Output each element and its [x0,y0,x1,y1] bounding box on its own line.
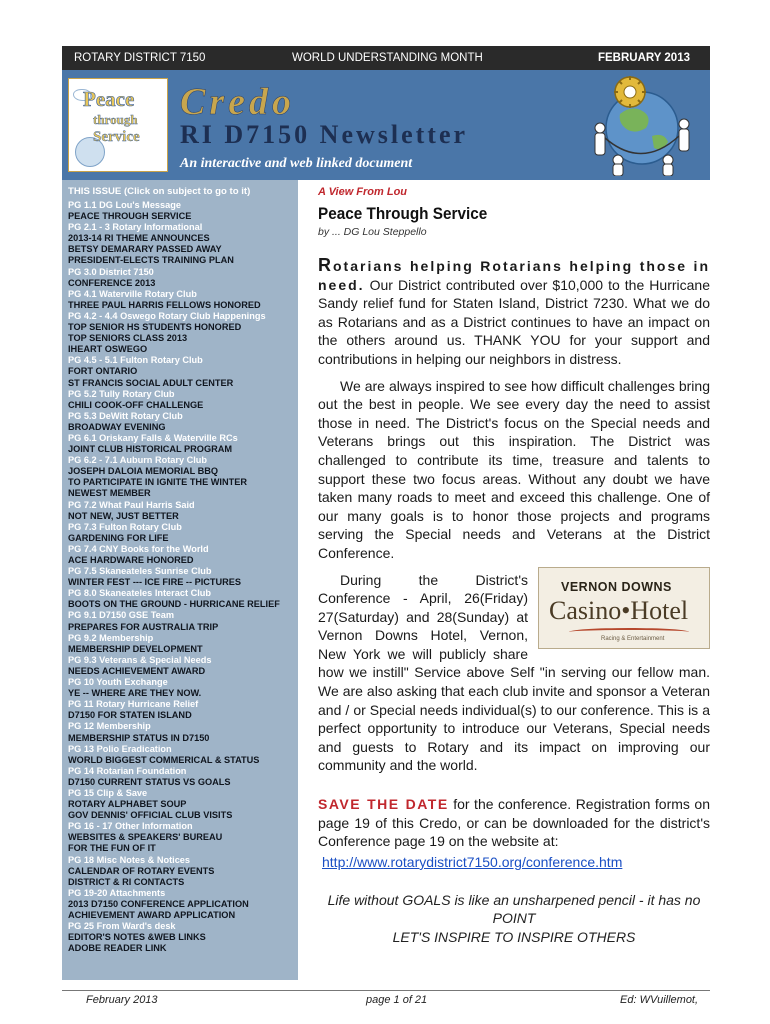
newsletter-subtitle: RI D7150 Newsletter [180,120,469,149]
toc-topic: MEMBERSHIP DEVELOPMENT [68,643,203,654]
paragraph-2: We are always inspired to see how difficult challenges bring out the best in people. We see every day the need to assist those in need. The District's focus on the Special needs and Veterans brings out this inspiration. The District was challenged to contribute its time, treasure and talents to support these two focus areas. Without any doubt we have taken many roads to meet and exceed this challenge. One of our many goals is to honor those projects and programs serving the Special needs and Veterans at the District Conference. [318,377,710,561]
toc-topic: JOINT CLUB HISTORICAL PROGRAM [68,444,233,455]
toc-topic: NEEDS ACHIEVEMENT AWARD [68,665,206,676]
toc-topic: WORLD BIGGEST COMMERICAL & STATUS [68,754,260,765]
toc-topic: GARDENING FOR LIFE [68,532,169,543]
toc-heading: THIS ISSUE (Click on subject to go to it) [68,186,251,197]
masthead [62,70,710,180]
toc-topic: THREE PAUL HARRIS FELLOWS HONORED [68,299,261,310]
toc-list [68,200,298,954]
toc-page-link[interactable]: PG 14 Rotarian Foundation [68,765,187,776]
toc-page-link[interactable]: PG 4.1 Waterville Rotary Club [68,288,197,299]
toc-topic: BETSY DEMARARY PASSED AWAY [68,244,222,255]
toc-topic: CHILI COOK-OFF CHALLENGE [68,399,204,410]
toc-page-link[interactable]: PG 3.0 District 7150 [68,266,154,277]
toc-topic: CALENDAR OF ROTARY EVENTS [68,865,215,876]
toc-topic: FORT ONTARIO [68,366,138,377]
top-bar [62,46,710,70]
toc-page-link[interactable]: PG 7.3 Fulton Rotary Club [68,521,182,532]
toc-topic: BOOTS ON THE GROUND - HURRICANE RELIEF [68,599,280,610]
district-label: ROTARY DISTRICT 7150 [74,52,206,64]
toc-topic: ST FRANCIS SOCIAL ADULT CENTER [68,377,234,388]
article [318,186,710,945]
toc-page-link[interactable]: PG 1.1 DG Lou's Message [68,200,181,210]
article-kicker: A View From Lou [318,186,408,198]
toc-page-link[interactable]: PG 18 Misc Notes & Notices [68,854,191,865]
month-theme-label: WORLD UNDERSTANDING MONTH [292,52,483,64]
toc-page-link[interactable]: PG 19-20 Attachments [68,887,166,898]
toc-topic: ACE HARDWARE HONORED [68,555,194,565]
paragraph-1-rest: Our District contributed over $10,000 to the Hurricane Sandy relief fund for Staten Island, District 7230. What we do as Rotarians and as a District continues to have an impact on the others around us. THANK YOU for your support and contributions in helping our neighbors in distress. [318,276,710,367]
footer-page-number: page 1 of 21 [366,994,428,1006]
footer-divider [62,990,710,991]
lead-in-capital: R [318,255,333,275]
paragraph-1 [318,256,710,369]
toc-topic: TO PARTICIPATE IN IGNITE THE WINTER [68,477,247,488]
toc-topic: ROTARY ALPHABET SOUP [68,799,187,810]
toc-page-link[interactable]: PG 11 Rotary Hurricane Relief [68,699,199,710]
toc-page-link[interactable]: PG 13 Polio Eradication [68,743,172,754]
toc-topic: TOP SENIOR HS STUDENTS HONORED [68,322,242,333]
closing-motto: LET'S INSPIRE TO INSPIRE OTHERS [392,929,636,946]
casino-logo-line-2: Casino•Hotel [549,595,689,625]
toc-page-link[interactable]: PG 6.1 Oriskany Falls & Waterville RCs [68,432,238,443]
toc-page-link[interactable]: PG 4.2 - 4.4 Oswego Rotary Club Happenings [68,310,266,321]
toc-topic: JOSEPH DALOIA MEMORIAL BBQ [68,466,219,477]
footer-date: February 2013 [86,994,158,1006]
toc-page-link[interactable]: PG 10 Youth Exchange [68,677,168,688]
issue-date-label: FEBRUARY 2013 [597,52,690,64]
conference-link[interactable]: http://www.rotarydistrict7150.org/conference.htm [322,853,623,870]
toc-topic: BROADWAY EVENING [68,421,166,432]
toc-page-link[interactable]: PG 4.5 - 5.1 Fulton Rotary Club [68,355,203,366]
toc-topic: MEMBERSHIP STATUS IN D7150 [68,732,210,743]
toc-topic: PRESIDENT-ELECTS TRAINING PLAN [68,255,234,266]
toc-topic: D7150 FOR STATEN ISLAND [68,710,192,721]
toc-page-link[interactable]: PG 9.3 Veterans & Special Needs [68,654,212,665]
toc-topic: ADOBE READER LINK [68,943,167,954]
footer-editor: Ed: WVuillemot, [620,994,699,1006]
toc-page-link[interactable]: PG 8.0 Skaneateles Interact Club [68,588,211,599]
rotary-world-illustration-icon [572,74,702,176]
toc-page-link[interactable]: PG 7.5 Skaneateles Sunrise Club [68,566,212,577]
toc-page-link[interactable]: PG 7.2 What Paul Harris Said [68,499,195,510]
toc-topic: 2013 D7150 CONFERENCE APPLICATION [68,898,249,909]
toc-topic: FOR THE FUN OF IT [68,843,156,854]
toc-page-link[interactable]: PG 9.2 Membership [68,632,154,643]
toc-topic: TOP SENIORS CLASS 2013 [68,333,188,344]
toc-topic: CONFERENCE 2013 [68,277,156,288]
article-headline: Peace Through Service [318,204,488,223]
logo-word-2: through [93,112,138,127]
toc-topic: IHEART OSWEGO [68,344,148,355]
save-the-date: SAVE THE DATE [318,796,449,813]
swoosh-icon [569,628,689,636]
toc-topic: PEACE THROUGH SERVICE [68,211,192,222]
article-byline: by ... DG Lou Steppello [318,226,427,238]
toc-page-link[interactable]: PG 6.2 - 7.1 Auburn Rotary Club [68,455,208,466]
toc-page-link[interactable]: PG 16 - 17 Other Information [68,821,193,832]
toc-topic: YE -- WHERE ARE THEY NOW. [68,688,202,699]
table-of-contents [62,180,298,980]
peace-through-service-logo [68,78,168,172]
toc-topic: 2013-14 RI THEME ANNOUNCES [68,233,210,244]
casino-logo-line-3: Racing & Entertainment [601,635,665,642]
paragraph-3: During the District's Conference - April, 26(Friday) 27(Saturday) and 28(Sunday) at Vernon Downs Hotel, Vernon, New York we will publicly share how we instill" Service above Self "in serving our fellow man. We are also asking that each club invite and sponsor a Veteran and / or Special needs individual(s) to our conference. This is a perfect opportunity to introduce our Veterans, Special needs and guests to Rotary and its impact on improving our community and the world. [318,571,710,774]
lead-in-rest: otarians helping Rotarians helping those in need. [318,258,710,293]
vernon-downs-logo [538,567,710,649]
toc-page-link[interactable]: PG 7.4 CNY Books for the World [68,543,209,554]
toc-topic: PREPARES FOR AUSTRALIA TRIP [68,621,219,632]
toc-page-link[interactable]: PG 5.2 Tully Rotary Club [68,388,175,399]
toc-page-link[interactable]: PG 12 Membership [68,721,151,732]
newsletter-title: Credo [180,81,295,123]
newsletter-tagline: An interactive and web linked document [180,156,413,171]
paragraph-4-rest: for the conference. Registration forms on page 19 of this Credo, or can be downloaded for the district's Conference page 19 on the website at: [318,796,710,850]
toc-page-link[interactable]: PG 2.1 - 3 Rotary Informational [68,222,203,233]
toc-topic: GOV DENNIS' OFFICIAL CLUB VISITS [68,810,233,821]
logo-word-3: Service [93,129,140,145]
toc-page-link[interactable]: PG 9.1 D7150 GSE Team [68,610,175,621]
toc-page-link[interactable]: PG 15 Clip & Save [68,787,148,798]
toc-topic: DISTRICT & RI CONTACTS [68,876,185,887]
toc-topic: NEWEST MEMBER [68,488,151,499]
casino-logo-line-1: VERNON DOWNS [561,579,672,594]
paragraph-4 [318,795,710,871]
toc-topic: ACHIEVEMENT AWARD APPLICATION [68,910,236,920]
toc-page-link[interactable]: PG 5.3 DeWitt Rotary Club [68,410,183,421]
toc-topic: NOT NEW, JUST BETTER [68,510,179,521]
logo-word-1: Peace [83,87,135,111]
toc-topic: WEBSITES & SPEAKERS' BUREAU [68,832,223,843]
toc-topic: D7150 CURRENT STATUS VS GOALS [68,776,231,787]
toc-topic: WINTER FEST --- ICE FIRE -- PICTURES [68,577,242,588]
closing-quote: Life without GOALS is like an unsharpened pencil - it has no POINT [327,892,701,927]
toc-page-link[interactable]: PG 25 From Ward's desk [68,921,176,932]
toc-topic: EDITOR'S NOTES &WEB LINKS [68,932,206,943]
